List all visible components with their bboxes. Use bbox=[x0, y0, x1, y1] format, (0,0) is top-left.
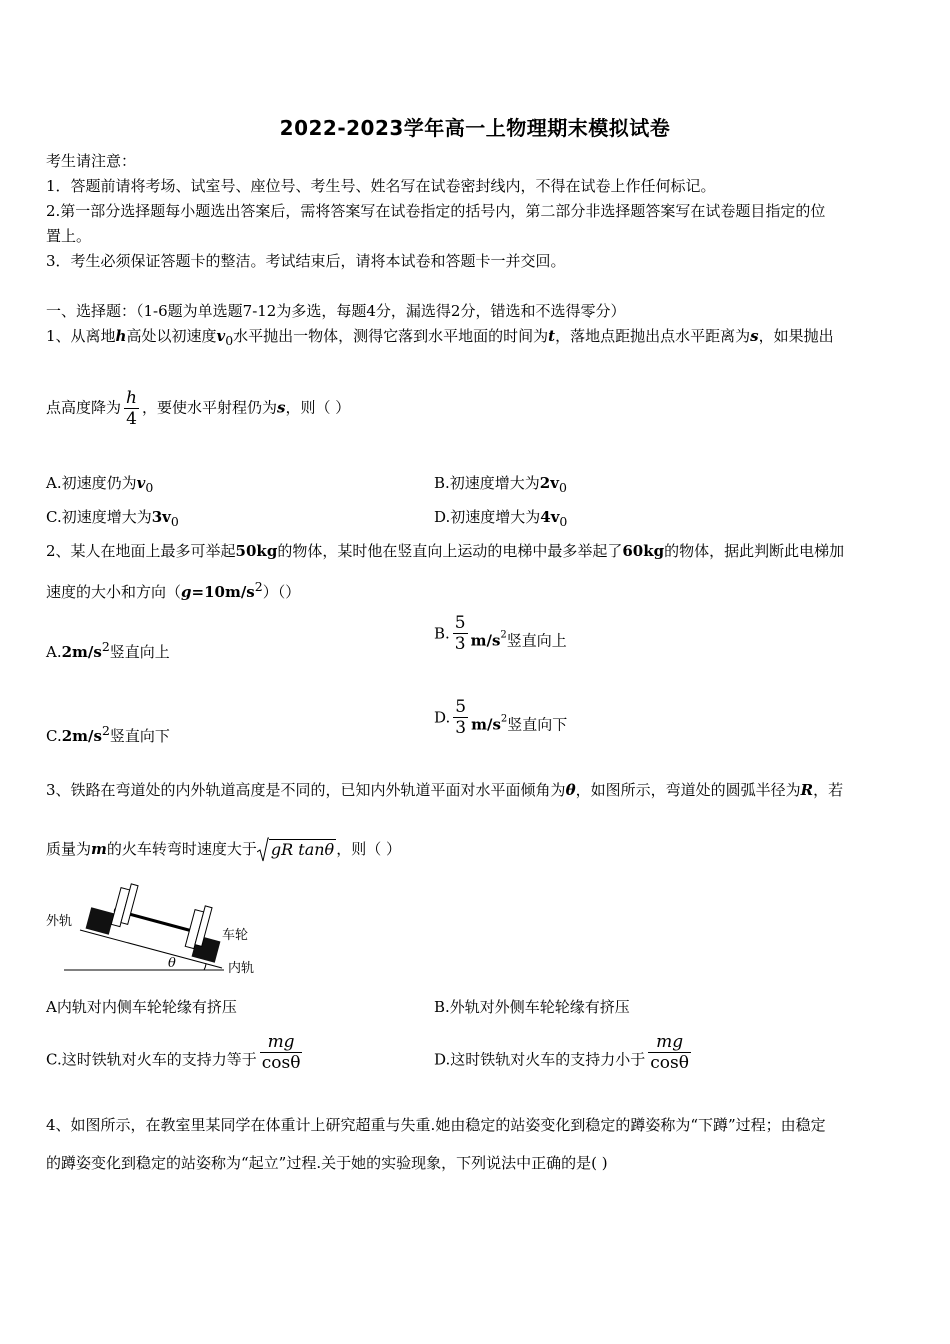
q1-option-b[interactable]: B.初速度增大为$2v_0$ bbox=[434, 474, 567, 495]
q1-option-d[interactable]: D.初速度增大为$4v_0$ bbox=[434, 508, 568, 529]
question-3-line-1: 3、铁路在弯道处的内外轨道高度是不同的，已知内外轨道平面对水平面倾角为θ，如图所示，弯道处的圆弧半径为R，若 bbox=[46, 781, 844, 799]
q2-option-d[interactable]: D. $\frac{5}{3}$ m/s2竖直向下 bbox=[434, 697, 568, 738]
sqrt-expression: gR tanθ bbox=[257, 839, 336, 861]
q3-option-a[interactable]: A内轨对内侧车轮轮缘有挤压 bbox=[46, 998, 237, 1016]
question-2-line-2: 速度的大小和方向$(g=10m/s^2)()$ bbox=[46, 579, 301, 601]
label-inner-rail: 内轨 bbox=[228, 961, 255, 976]
question-1-line-1: 1、从离地h高处以初速度$v_0$水平抛出一物体，测得它落到水平地面的时间为t，落地点距抛出点水平距离为s，如果抛出 bbox=[46, 327, 834, 348]
railway-figure bbox=[44, 880, 274, 980]
q3-option-c[interactable]: C.这时铁轨对火车的支持力等于 $\frac{mg}{\cos\theta}$ bbox=[46, 1032, 301, 1073]
notice-item-3: 3．考生必须保证答题卡的整洁。考试结束后，请将本试卷和答题卡一并交回。 bbox=[46, 252, 566, 270]
question-3-line-2: 质量为m的火车转弯时速度大于 gR tanθ ，则（ ） bbox=[46, 840, 401, 859]
question-1-line-2: 点高度降为 $\frac{h}{4}$ ，要使水平射程仍为s，则（ ） bbox=[46, 388, 351, 429]
notice-heading: 考生请注意： bbox=[46, 152, 137, 170]
q2-option-a[interactable]: $A.2m/s^2$竖直向上 bbox=[46, 639, 170, 661]
question-2-line-1: 2、某人在地面上最多可举起50kg的物体，某时他在竖直向上运动的电梯中最多举起了60kg的物体，据此判断此电梯加 bbox=[46, 542, 845, 560]
q3-option-b[interactable]: B.外轨对外侧车轮轮缘有挤压 bbox=[434, 998, 630, 1016]
notice-item-1: 1．答题前请将考场、试室号、座位号、考生号、姓名写在试卷密封线内，不得在试卷上作任何标记。 bbox=[46, 177, 716, 195]
label-wheel: 车轮 bbox=[222, 928, 249, 943]
page-title: 2022-2023学年高一上物理期末模拟试卷 bbox=[279, 116, 671, 140]
fraction-mg-over-cos: $\frac{mg}{\cos\theta}$ bbox=[650, 1032, 689, 1073]
q2-option-b[interactable]: B. $\frac{5}{3}$ m/s2竖直向上 bbox=[434, 613, 567, 654]
label-angle: θ bbox=[168, 956, 176, 971]
label-outer-rail: 外轨 bbox=[46, 914, 73, 929]
fraction-5-over-3: $\frac{5}{3}$ bbox=[455, 697, 467, 738]
notice-item-2-cont: 置上。 bbox=[46, 227, 92, 245]
q2-option-c[interactable]: $C.2m/s^2$竖直向下 bbox=[46, 723, 170, 745]
q3-option-d[interactable]: D.这时铁轨对火车的支持力小于 $\frac{mg}{\cos\theta}$ bbox=[434, 1032, 689, 1073]
fraction-mg-over-cos: $\frac{mg}{\cos\theta}$ bbox=[261, 1032, 301, 1073]
section-heading: 一、选择题：（1-6题为单选题7-12为多选，每题4分，漏选得2分，错选和不选得零分） bbox=[46, 302, 626, 320]
notice-item-2: 2.第一部分选择题每小题选出答案后，需将答案写在试卷指定的括号内，第二部分非选择题答案写在试卷题目指定的位 bbox=[46, 202, 826, 220]
fraction-5-over-3: $\frac{5}{3}$ bbox=[454, 613, 466, 654]
q1-option-a[interactable]: A.初速度仍为$v_0$ bbox=[46, 474, 154, 495]
question-4-line-2: 的蹲姿变化到稳定的站姿称为“起立”过程.关于她的实验现象，下列说法中正确的是( ) bbox=[46, 1154, 608, 1172]
q1-option-c[interactable]: C.初速度增大为$3v_0$ bbox=[46, 508, 179, 529]
fraction-h-over-4: $\frac{h}{4}$ bbox=[126, 388, 137, 429]
question-4-line-1: 4、如图所示，在教室里某同学在体重计上研究超重与失重.她由稳定的站姿变化到稳定的蹲姿称为“下蹲”过程；由稳定 bbox=[46, 1116, 826, 1134]
